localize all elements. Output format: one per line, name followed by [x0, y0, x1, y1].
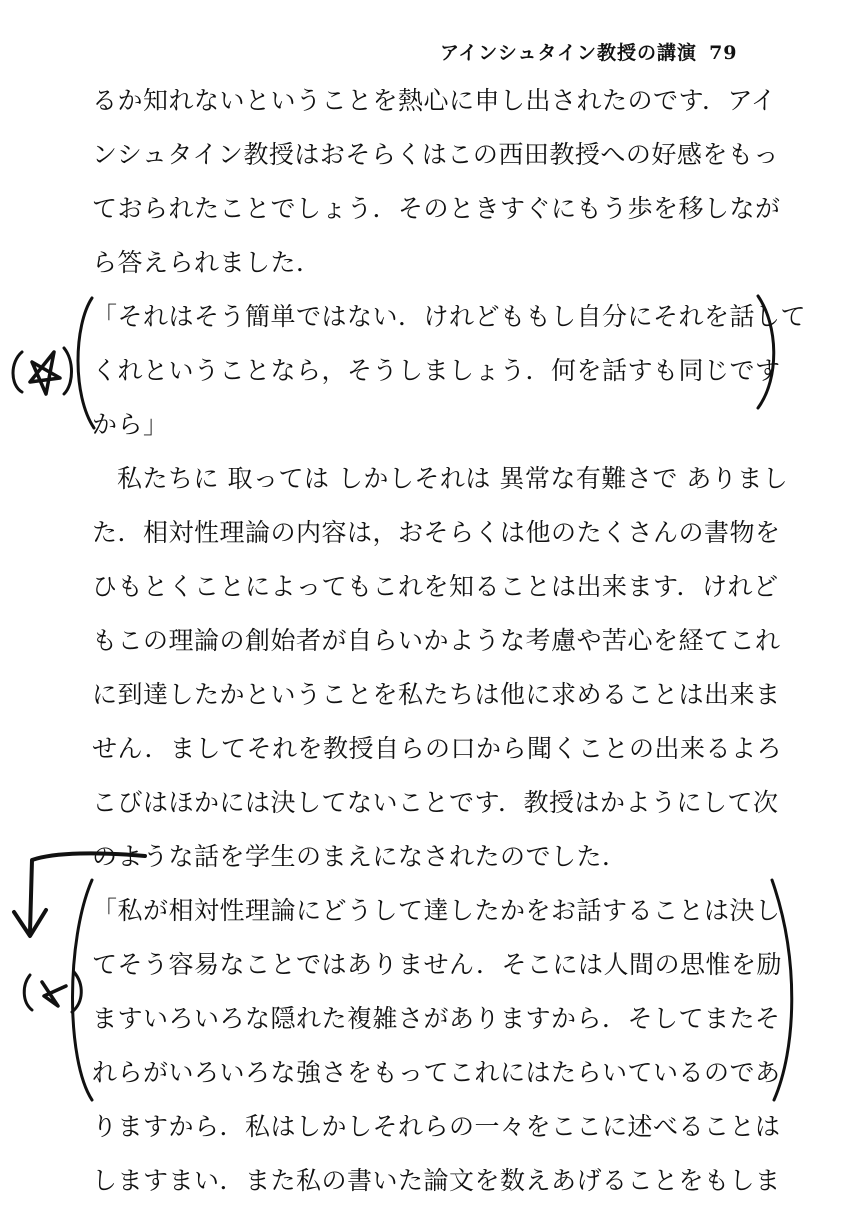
- text-line: せん．ましてそれを教授自らの口から聞くことの出来るよろ: [92, 734, 783, 763]
- text-line: れらがいろいろな強さをもってこれにはたらいているのであ: [92, 1058, 781, 1087]
- text-line: こびはほかには決してないことです．教授はかようにして次: [92, 788, 779, 817]
- text-line: た．相対性理論の内容は，おそらくは他のたくさんの書物を: [92, 518, 781, 547]
- text-line: しますまい．また私の書いた論文を数えあげることをもしま: [92, 1166, 781, 1195]
- chapter-title: アインシュタイン教授の講演: [440, 42, 698, 64]
- right-bracket-1: [758, 296, 774, 408]
- text-line: るか知れないということを熱心に申し出されたのです．アイ: [92, 86, 777, 115]
- text-line: もこの理論の創始者が自らいかような考慮や苦心を経てこれ: [92, 626, 781, 655]
- text-line: 「私が相対性理論にどうして達したかをお話することは決し: [92, 896, 781, 925]
- star-mark-2: [24, 975, 32, 1010]
- star-mark-1: [13, 352, 22, 392]
- text-line: ら答えられました．: [92, 248, 322, 277]
- text-line: のような話を学生のまえになされたのでした．: [92, 842, 628, 871]
- text-line: 「それはそう簡単ではない．けれどももし自分にそれを話して: [92, 302, 807, 331]
- text-line: に到達したかということを私たちは他に求めることは出来ま: [92, 680, 781, 709]
- text-line: ておられたことでしょう．そのときすぐにもう歩を移しなが: [92, 194, 781, 223]
- text-line: ますいろいろな隠れた複雑さがありますから．そしてまたそ: [92, 1004, 781, 1033]
- text-line: から」: [92, 410, 169, 439]
- right-bracket-2: [772, 880, 792, 1100]
- text-line: ンシュタイン教授はおそらくはこの西田教授への好感をもっ: [92, 140, 779, 169]
- text-line: りますから．私はしかしそれらの一々をここに述べることは: [92, 1112, 781, 1141]
- text-line: 私たちに 取っては しかしそれは 異常な有難さで ありまし: [117, 464, 789, 493]
- text-line: てそう容易なことではありません．そこには人間の思惟を励: [92, 950, 783, 979]
- page-number: 79: [709, 42, 738, 64]
- text-line: くれということなら，そうしましょう．何を話すも同じです: [92, 356, 781, 385]
- text-line: ひもとくことによってもこれを知ることは出来ます．けれど: [92, 572, 779, 601]
- left-bracket-1: [78, 298, 94, 428]
